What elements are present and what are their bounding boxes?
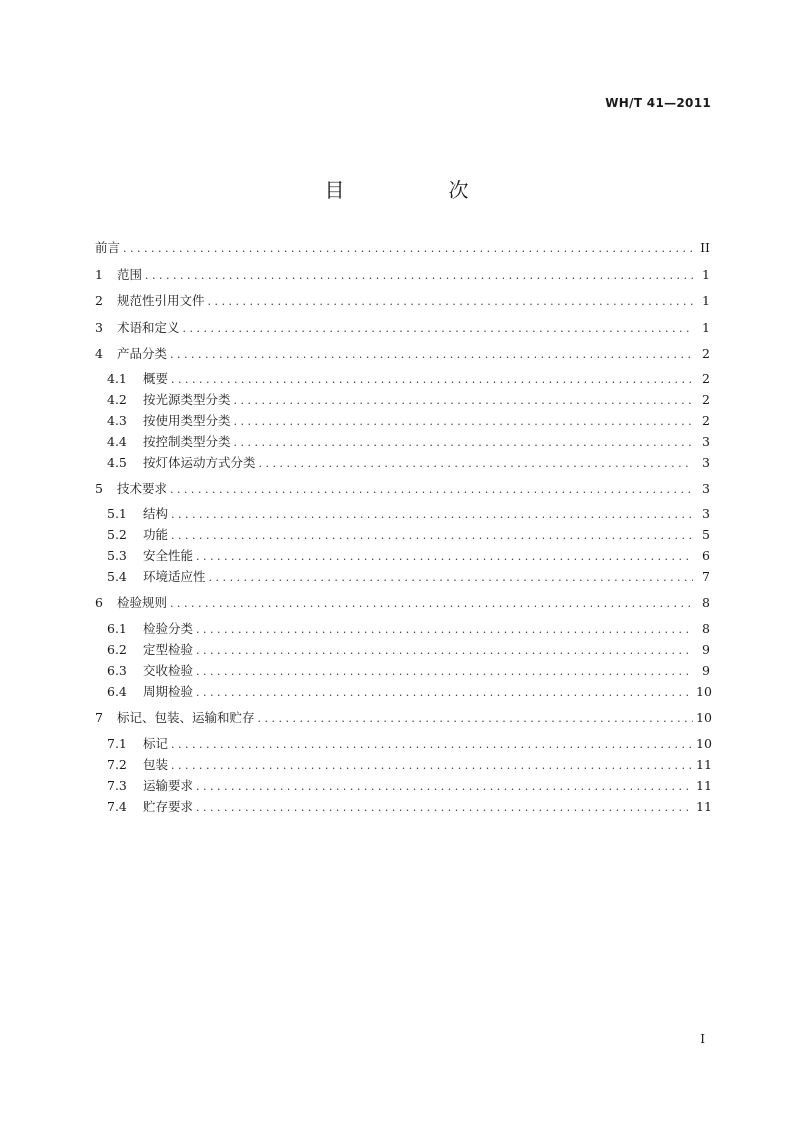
dot-leader (171, 507, 693, 523)
toc-entry-number: 6.4 (107, 684, 127, 699)
dot-leader (171, 528, 693, 544)
toc-entry-title: 规范性引用文件 (117, 293, 205, 308)
toc-entry-number: 4 (95, 346, 103, 361)
dot-leader (234, 435, 693, 451)
dot-leader (170, 596, 693, 612)
toc-entry-page: 3 (702, 455, 710, 470)
toc-entry-number: 7 (95, 710, 103, 725)
dot-leader (196, 549, 693, 565)
toc-entry-page: 8 (702, 621, 710, 636)
toc-entry[interactable] (95, 320, 710, 336)
toc-entry-page: 3 (702, 434, 710, 449)
toc-entry-number: 4.3 (107, 413, 127, 428)
toc-entry-page: 10 (696, 736, 712, 751)
toc-entry-number: 4.5 (107, 455, 127, 470)
toc-entry-page: 3 (702, 481, 710, 496)
toc-entry-page: 10 (696, 710, 712, 725)
toc-entry-title: 功能 (143, 527, 169, 542)
toc-entry[interactable] (95, 663, 710, 679)
toc-entry[interactable] (95, 293, 710, 309)
toc-entry-title: 按控制类型分类 (143, 434, 231, 449)
dot-leader (208, 294, 693, 310)
toc-entry[interactable] (95, 757, 710, 773)
toc-entry-title: 按使用类型分类 (143, 413, 231, 428)
toc-entry-title: 范围 (117, 267, 143, 282)
toc-entry[interactable] (95, 548, 710, 564)
toc-entry-title: 前言 (95, 240, 121, 255)
toc-entry-page: 7 (702, 569, 710, 584)
toc-entry[interactable] (95, 569, 710, 585)
dot-leader (171, 758, 693, 774)
toc-entry[interactable] (95, 371, 710, 387)
toc-entry[interactable] (95, 621, 710, 637)
toc-entry-number: 5 (95, 481, 103, 496)
dot-leader (209, 570, 693, 586)
dot-leader (170, 347, 693, 363)
toc-entry-title: 定型检验 (143, 642, 194, 657)
toc-entry-page: 2 (702, 346, 710, 361)
toc-entry-page: 9 (702, 642, 710, 657)
toc-entry-title: 技术要求 (117, 481, 168, 496)
toc-entry-title: 周期检验 (143, 684, 194, 699)
toc-entry-page: 2 (702, 392, 710, 407)
toc-entry-title: 贮存要求 (143, 799, 194, 814)
dot-leader (196, 622, 693, 638)
dot-leader (234, 414, 693, 430)
page-number: I (700, 1032, 705, 1046)
toc-entry-number: 7.4 (107, 799, 127, 814)
dot-leader (196, 800, 693, 816)
toc-entry[interactable] (95, 434, 710, 450)
toc-entry-title: 检验规则 (117, 595, 168, 610)
dot-leader (259, 456, 693, 472)
toc-entry-page: 5 (702, 527, 710, 542)
page-title: 目 次 (324, 178, 511, 202)
toc-entry-number: 7.1 (107, 736, 127, 751)
toc-entry-page: 2 (702, 413, 710, 428)
toc-entry-number: 6.1 (107, 621, 127, 636)
toc-entry-number: 5.3 (107, 548, 127, 563)
toc-entry-number: 1 (95, 267, 103, 282)
toc-entry-title: 包装 (143, 757, 169, 772)
toc-entry-number: 6.3 (107, 663, 127, 678)
toc-entry[interactable] (95, 527, 710, 543)
toc-entry-number: 5.4 (107, 569, 127, 584)
standard-code: WH/T 41—2011 (605, 96, 711, 110)
toc-entry-title: 检验分类 (143, 621, 194, 636)
toc-entry-number: 5.2 (107, 527, 127, 542)
toc-entry[interactable] (95, 346, 710, 362)
dot-leader (196, 643, 693, 659)
toc-entry-number: 3 (95, 320, 103, 335)
toc-entry-page: 9 (702, 663, 710, 678)
toc-entry-title: 产品分类 (117, 346, 168, 361)
toc-entry[interactable] (95, 506, 710, 522)
toc-entry-page: 11 (696, 778, 712, 793)
toc-entry-number: 2 (95, 293, 103, 308)
toc-entry[interactable] (95, 710, 710, 726)
toc-entry-number: 6 (95, 595, 103, 610)
dot-leader (196, 664, 693, 680)
toc-entry-page: II (700, 240, 710, 255)
toc-entry[interactable] (95, 736, 710, 752)
toc-entry[interactable] (95, 392, 710, 408)
toc-entry-page: 10 (696, 684, 712, 699)
toc-entry-page: 2 (702, 371, 710, 386)
dot-leader (183, 321, 693, 337)
toc-entry-page: 6 (702, 548, 710, 563)
toc-entry[interactable] (95, 267, 710, 283)
toc-entry-number: 7.3 (107, 778, 127, 793)
toc-entry[interactable] (95, 240, 710, 256)
toc-entry-number: 7.2 (107, 757, 127, 772)
dot-leader (196, 685, 693, 701)
toc-entry-title: 标记 (143, 736, 169, 751)
toc-entry-title: 按灯体运动方式分类 (143, 455, 256, 470)
dot-leader (234, 393, 693, 409)
dot-leader (170, 482, 693, 498)
dot-leader (171, 372, 693, 388)
toc-entry-number: 6.2 (107, 642, 127, 657)
toc-entry[interactable] (95, 778, 710, 794)
toc-entry-title: 运输要求 (143, 778, 194, 793)
toc-entry[interactable] (95, 595, 710, 611)
dot-leader (258, 711, 693, 727)
toc-entry[interactable] (95, 799, 710, 815)
toc-entry[interactable] (95, 481, 710, 497)
toc-entry-title: 环境适应性 (143, 569, 206, 584)
toc-entry-page: 8 (702, 595, 710, 610)
toc-entry-number: 5.1 (107, 506, 127, 521)
toc-entry-title: 按光源类型分类 (143, 392, 231, 407)
dot-leader (123, 241, 693, 257)
toc-entry-page: 11 (696, 799, 712, 814)
toc-entry-number: 4.4 (107, 434, 127, 449)
toc-entry-title: 术语和定义 (117, 320, 180, 335)
toc-entry[interactable] (95, 684, 710, 700)
toc-entry[interactable] (95, 642, 710, 658)
toc-entry-number: 4.2 (107, 392, 127, 407)
toc-entry-title: 标记、包装、运输和贮存 (117, 710, 255, 725)
dot-leader (196, 779, 693, 795)
toc-entry-title: 概要 (143, 371, 169, 386)
dot-leader (171, 737, 693, 753)
toc-entry-page: 1 (702, 320, 710, 335)
toc-entry-page: 11 (696, 757, 712, 772)
toc-entry-page: 3 (702, 506, 710, 521)
toc-entry-title: 交收检验 (143, 663, 194, 678)
toc-entry-page: 1 (702, 267, 710, 282)
toc-entry-page: 1 (702, 293, 710, 308)
toc-entry-title: 结构 (143, 506, 169, 521)
toc-entry[interactable] (95, 455, 710, 471)
toc-entry-number: 4.1 (107, 371, 127, 386)
dot-leader (145, 268, 693, 284)
toc-entry-title: 安全性能 (143, 548, 194, 563)
toc-entry[interactable] (95, 413, 710, 429)
